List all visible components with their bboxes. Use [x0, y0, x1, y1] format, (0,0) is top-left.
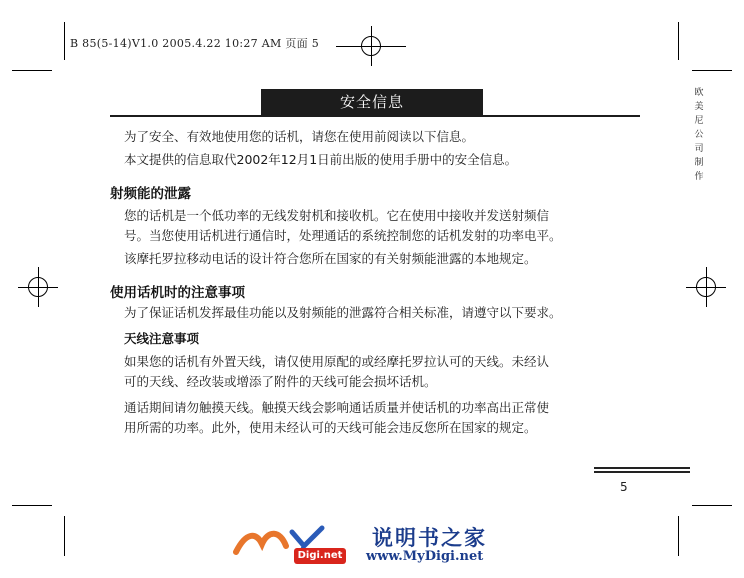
crop-mark-tr-h	[692, 70, 732, 71]
crop-mark-tl-h	[12, 70, 52, 71]
watermark-url: www.MyDigi.net	[366, 549, 484, 564]
watermark-cn-name: 说明书之家	[372, 525, 487, 550]
crop-mark-br-h	[692, 505, 732, 506]
crop-mark-bl-h	[12, 505, 52, 506]
side-char: 司	[694, 144, 704, 154]
side-char: 作	[694, 172, 704, 182]
title-rule	[110, 115, 640, 117]
side-char: 尼	[694, 116, 704, 126]
registration-mark-top	[357, 32, 385, 60]
paragraph-line: 如果您的话机有外置天线，请仅使用原配的或经摩托罗拉认可的天线。未经认	[124, 354, 550, 369]
paragraph-line: 为了保证话机发挥最佳功能以及射频能的泄露符合相关标准，请遵守以下要求。	[124, 305, 562, 320]
side-vertical-text	[692, 86, 706, 184]
page-title: 安全信息	[261, 89, 483, 116]
digi-net-badge: Digi.net	[294, 548, 346, 564]
section-heading-rf: 射频能的泄露	[110, 186, 191, 202]
intro-line: 为了安全、有效地使用您的话机，请您在使用前阅读以下信息。	[124, 129, 475, 144]
subsection-heading-antenna: 天线注意事项	[124, 331, 200, 346]
paragraph-line: 该摩托罗拉移动电话的设计符合您所在国家的有关射频能泄露的本地规定。	[124, 251, 537, 266]
paragraph-line: 您的话机是一个低功率的无线发射机和接收机。它在使用中接收并发送射频信	[124, 208, 550, 223]
paragraph-line: 号。当您使用话机进行通信时，处理通话的系统控制您的话机发射的功率电平。	[124, 228, 562, 243]
paragraph-line: 用所需的功率。此外，使用未经认可的天线可能会违反您所在国家的规定。	[124, 420, 537, 435]
side-char: 欧	[694, 88, 704, 98]
intro-line: 本文提供的信息取代2002年12月1日前出版的使用手册中的安全信息。	[124, 152, 518, 167]
page-number-rule	[594, 467, 690, 475]
page-number: 5	[620, 480, 628, 494]
crop-mark-bl-v	[64, 516, 65, 556]
crop-mark-br-v	[678, 516, 679, 556]
crop-mark-tl-v	[64, 22, 65, 60]
registration-mark-left	[24, 273, 52, 301]
side-char: 制	[694, 158, 704, 168]
section-heading-usage: 使用话机时的注意事项	[110, 285, 245, 301]
watermark-logo	[232, 522, 522, 568]
registration-mark-right	[692, 273, 720, 301]
side-char: 公	[694, 130, 704, 140]
paragraph-line: 可的天线、经改装或增添了附件的天线可能会损坏话机。	[124, 374, 437, 389]
paragraph-line: 通话期间请勿触摸天线。触摸天线会影响通话质量并使话机的功率高出正常使	[124, 400, 550, 415]
print-header: В 85(5-14)V1.0 2005.4.22 10:27 AM 页面 5	[70, 37, 320, 50]
side-char: 美	[694, 102, 704, 112]
crop-mark-tr-v	[678, 22, 679, 60]
